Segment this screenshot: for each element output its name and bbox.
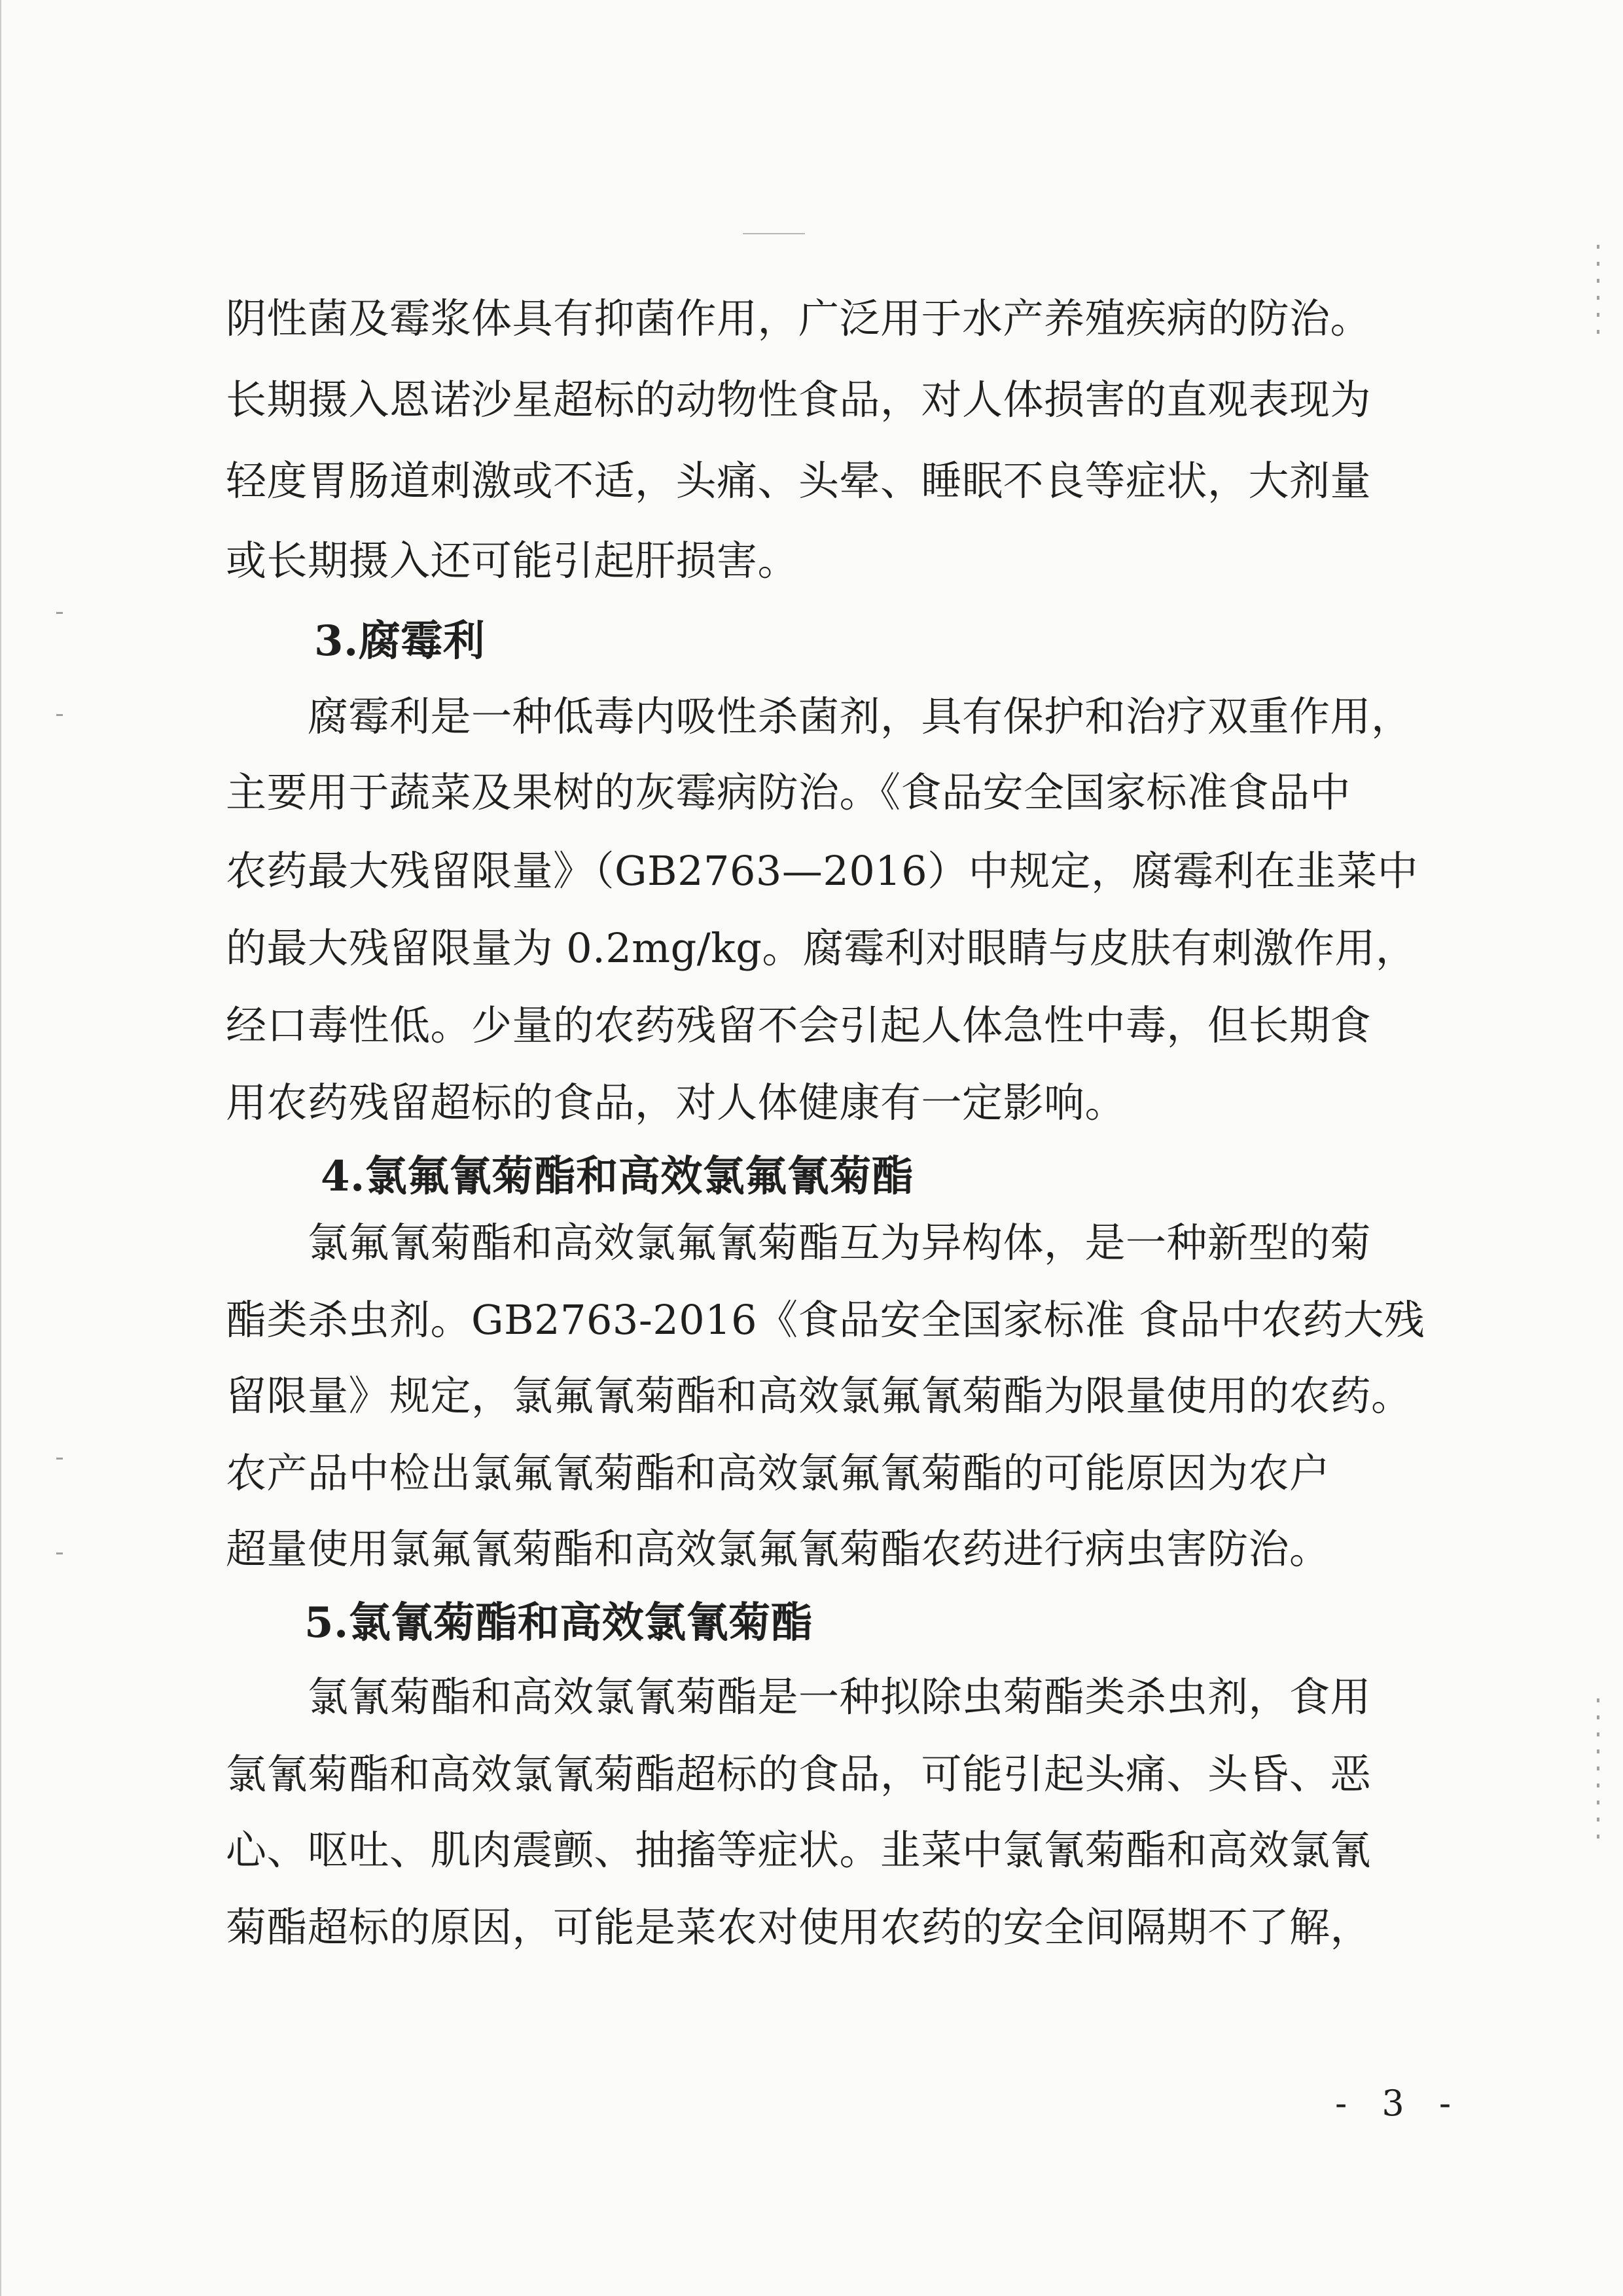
scan-mark-right-bottom	[1597, 1698, 1599, 1846]
body-line-10: 用农药残留超标的食品，对人体健康有一定影响。	[226, 1079, 1126, 1126]
body-line-7: 农药最大残留限量》（GB2763—2016）中规定，腐霉利在韭菜中	[226, 847, 1419, 895]
body-line-3: 轻度胃肠道刺激或不适，头痛、头晕、睡眠不良等症状，大剂量	[226, 457, 1372, 505]
scan-mark-top	[743, 233, 805, 234]
scan-mark-left-edge	[0, 0, 1, 2296]
section-heading-4: 4.氯氟氰菊酯和高效氯氟氰菊酯	[321, 1152, 914, 1201]
body-line-19: 菊酯超标的原因，可能是菜农对使用农药的安全间隔期不了解，	[226, 1903, 1372, 1951]
body-line-12: 酯类杀虫剂。GB2763-2016《食品安全国家标准 食品中农药大残	[226, 1296, 1425, 1344]
body-line-2: 长期摄入恩诺沙星超标的动物性食品，对人体损害的直观表现为	[226, 376, 1372, 423]
body-line-8: 的最大残留限量为 0.2mg/kg。腐霉利对眼睛与皮肤有刺激作用，	[226, 924, 1417, 972]
section-heading-5: 5.氯氰菊酯和高效氯氰菊酯	[304, 1598, 813, 1647]
body-line-13: 留限量》规定，氯氟氰菊酯和高效氯氟氰菊酯为限量使用的农药。	[226, 1372, 1412, 1420]
section-heading-3: 3.腐霉利	[314, 617, 486, 666]
page-number: - 3 -	[1335, 2083, 1463, 2124]
body-line-15: 超量使用氯氟氰菊酯和高效氯氟氰菊酯农药进行病虫害防治。	[226, 1525, 1330, 1573]
body-line-14: 农产品中检出氯氟氰菊酯和高效氯氟氰菊酯的可能原因为农户	[226, 1449, 1330, 1497]
body-line-18: 心、呕吐、肌肉震颤、抽搐等症状。韭菜中氯氰菊酯和高效氯氰	[226, 1826, 1372, 1874]
body-line-17: 氯氰菊酯和高效氯氰菊酯超标的食品，可能引起头痛、头昏、恶	[226, 1750, 1372, 1798]
body-line-9: 经口毒性低。少量的农药残留不会引起人体急性中毒，但长期食	[226, 1001, 1372, 1049]
body-line-5: 腐霉利是一种低毒内吸性杀菌剂，具有保护和治疗双重作用，	[308, 692, 1412, 740]
body-line-1: 阴性菌及霉浆体具有抑菌作用，广泛用于水产养殖疾病的防治。	[226, 295, 1372, 342]
body-line-6: 主要用于蔬菜及果树的灰霉病防治。《食品安全国家标准食品中	[226, 768, 1351, 816]
scan-mark-right-top	[1597, 245, 1599, 343]
body-line-4: 或长期摄入还可能引起肝损害。	[226, 537, 799, 584]
scan-mark-left-3	[56, 1458, 63, 1460]
body-line-11: 氯氟氰菊酯和高效氯氟氰菊酯互为异构体，是一种新型的菊	[308, 1219, 1372, 1266]
body-line-16: 氯氰菊酯和高效氯氰菊酯是一种拟除虫菊酯类杀虫剂，食用	[308, 1673, 1372, 1721]
scan-mark-left-1	[56, 612, 63, 614]
scan-mark-left-2	[56, 714, 63, 716]
scan-mark-left-4	[56, 1552, 63, 1554]
